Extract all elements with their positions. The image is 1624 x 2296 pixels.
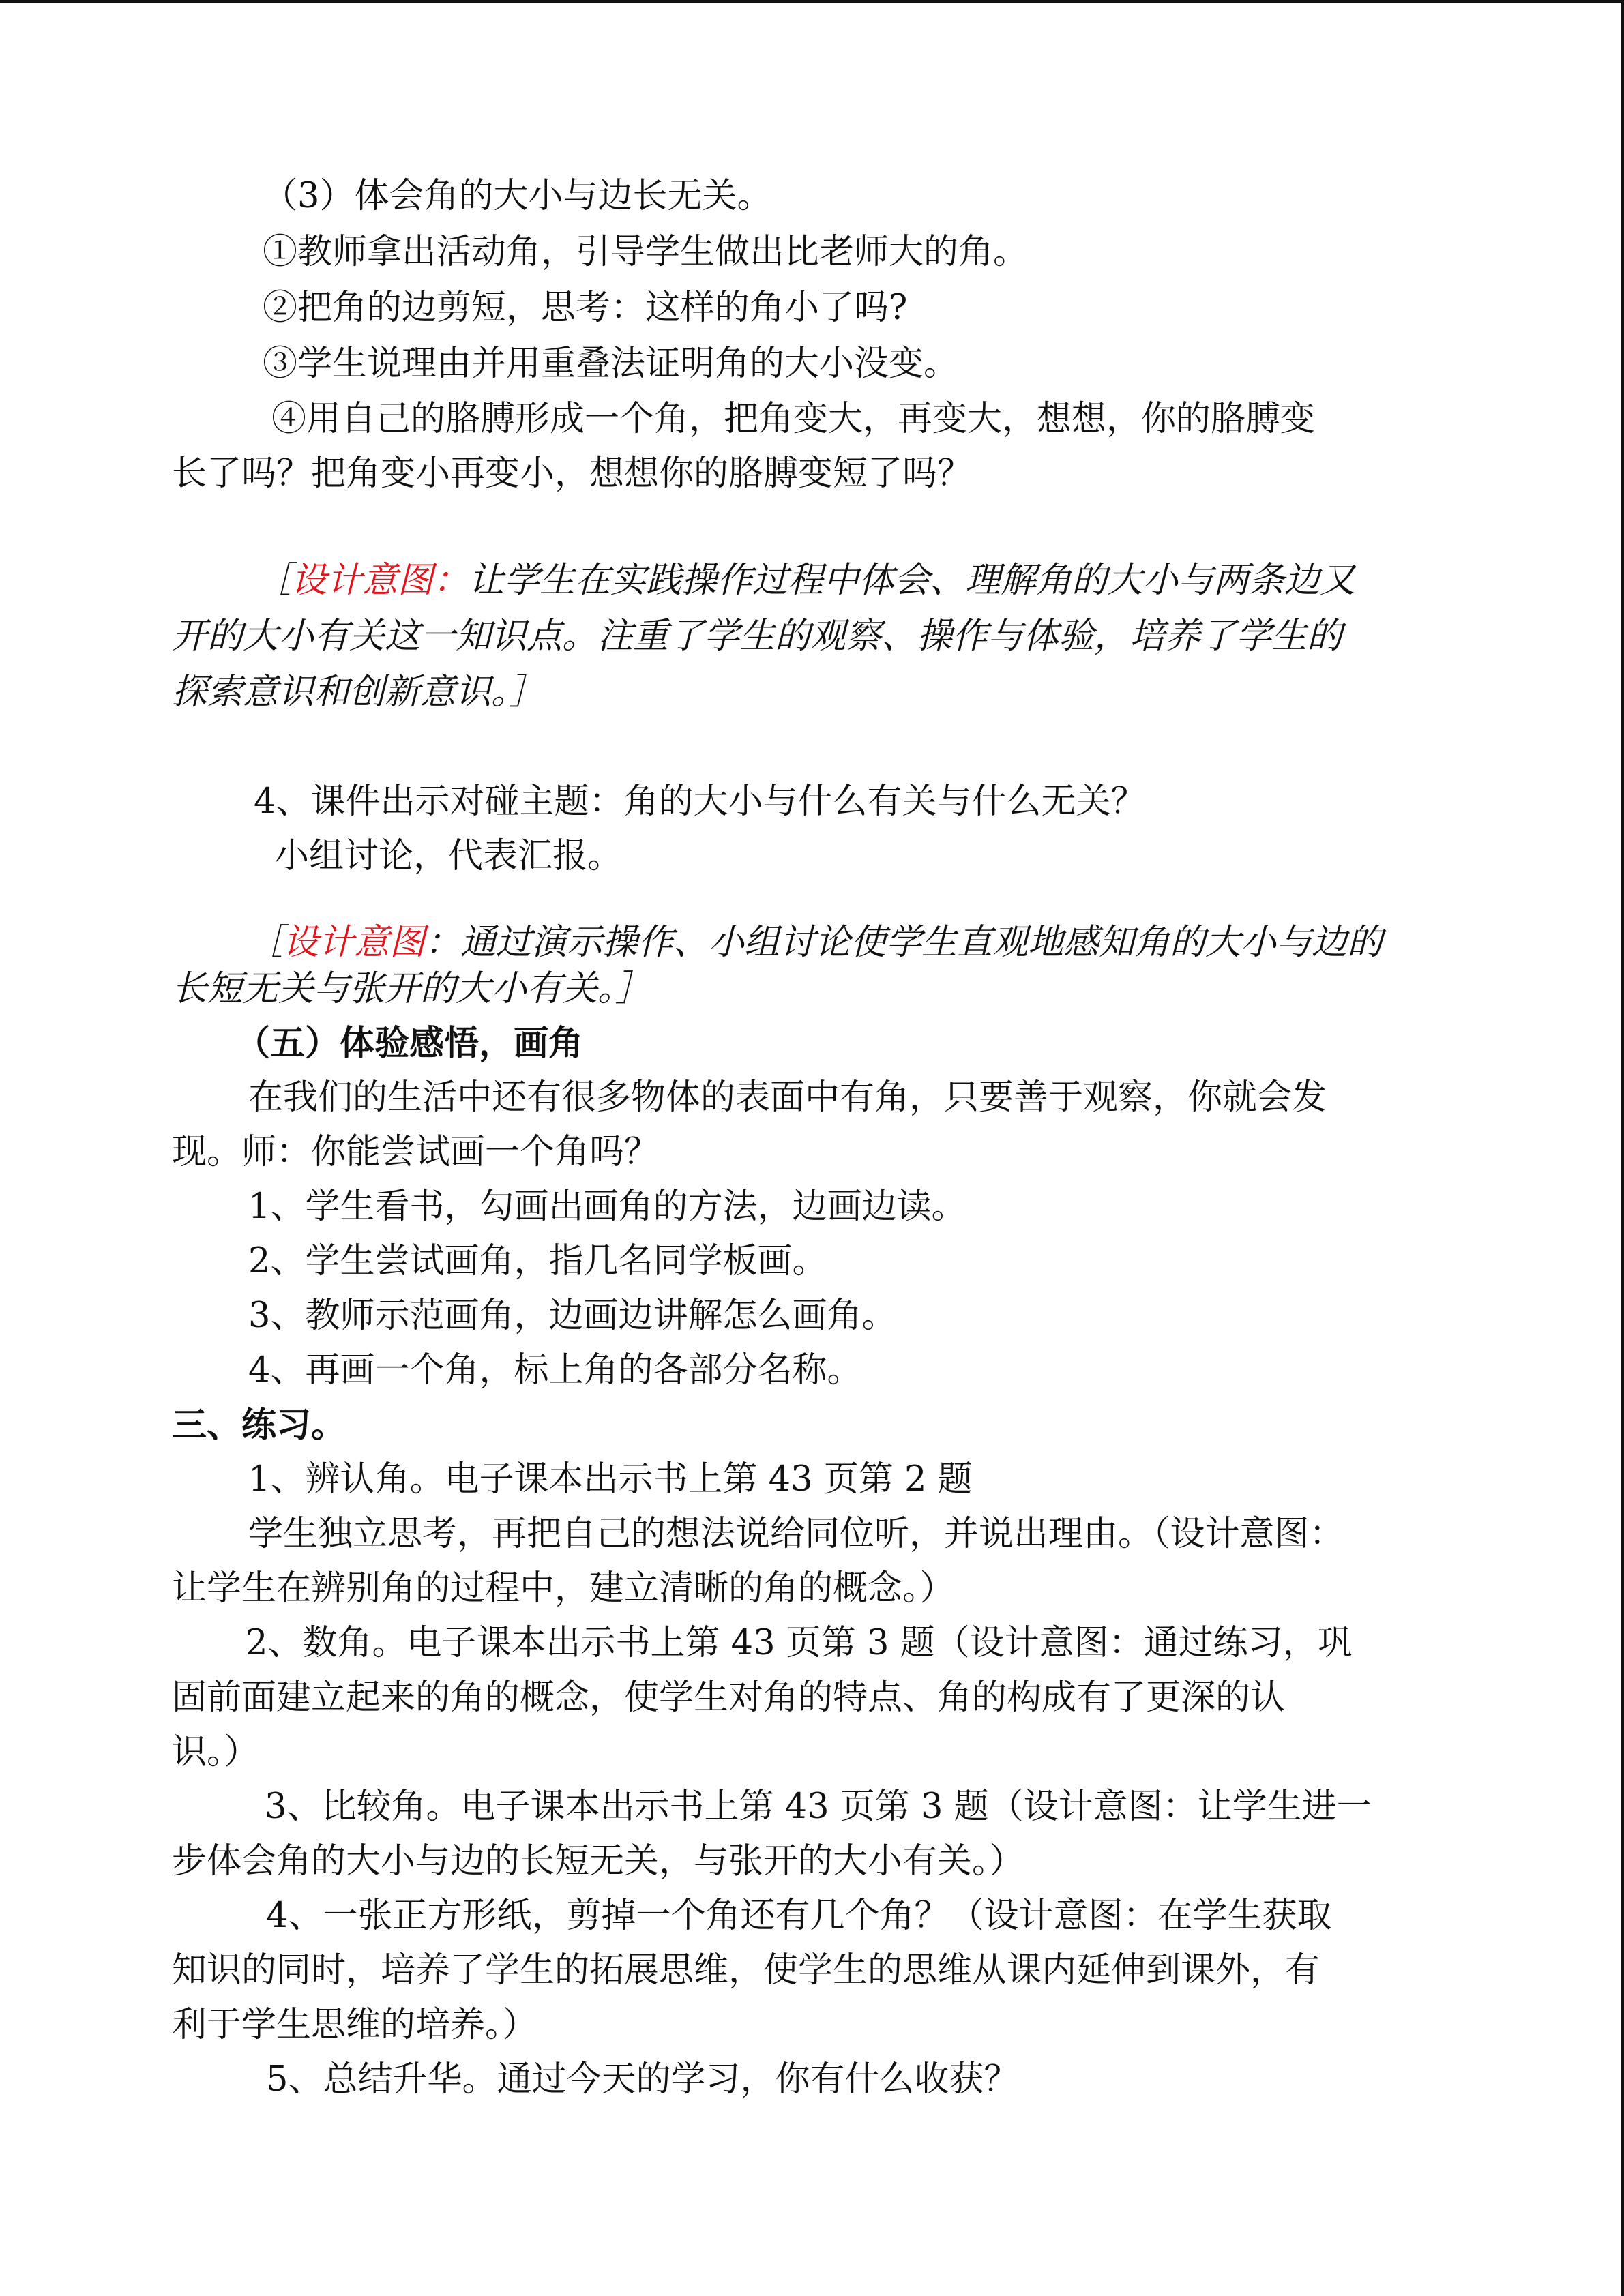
practice-item-4: 4、一张正方形纸，剪掉一个角还有几个角？（设计意图：在学生获取	[266, 1896, 1332, 1936]
design-note-2-line-2: 长短无关与张开的大小有关。］	[172, 968, 651, 1009]
practice-item-1-detail: 学生独立思考，再把自己的想法说给同位听，并说出理由。（设计意图：	[248, 1514, 1344, 1554]
note-bracket: ［	[248, 922, 284, 963]
step-3-item-4-cont: 长了吗？把角变小再变小，想想你的胳膊变短了吗？	[172, 453, 973, 494]
practice-item-4-cont: 知识的同时，培养了学生的拓展思维，使学生的思维从课内延伸到课外，有	[172, 1950, 1320, 1991]
page-border-right	[1621, 0, 1624, 2296]
practice-item-2-cont-2: 识。）	[172, 1732, 259, 1772]
step-3-item-3: ③学生说理由并用重叠法证明角的大小没变。	[263, 344, 959, 384]
page-border-top	[0, 0, 1624, 3]
practice-item-1: 1、辨认角。电子课本出示书上第 43 页第 2 题	[248, 1459, 973, 1500]
section-5-intro: 在我们的生活中还有很多物体的表面中有角，只要善于观察，你就会发	[248, 1077, 1327, 1118]
design-note-2	[248, 922, 1544, 963]
section-5-heading: （五）体验感悟，画角	[235, 1023, 584, 1064]
design-note-1-line-3: 探索意识和创新意识。］	[172, 672, 545, 713]
practice-item-2-cont: 固前面建立起来的角的概念，使学生对角的特点、角的构成有了更深的认	[172, 1678, 1286, 1718]
practice-item-2: 2、数角。电子课本出示书上第 43 页第 3 题（设计意图：通过练习，巩	[246, 1623, 1353, 1663]
step-3-item-1: ①教师拿出活动角，引导学生做出比老师大的角。	[263, 232, 1029, 272]
section-5-item-2: 2、学生尝试画角，指几名同学板画。	[248, 1241, 827, 1281]
note-text: 让学生在实践操作过程中体会、理解角的大小与两条边又	[469, 560, 1356, 601]
design-note-1-line-2: 开的大小有关这一知识点。注重了学生的观察、操作与体验，培养了学生的	[172, 616, 1343, 657]
section-5-item-1: 1、学生看书，勾画出画角的方法，边画边读。	[248, 1187, 966, 1227]
step-3-item-4: ④用自己的胳膊形成一个角，把角变大，再变大，想想，你的胳膊变	[271, 399, 1316, 439]
practice-heading: 三、练习。	[172, 1405, 346, 1446]
practice-item-3: 3、比较角。电子课本出示书上第 43 页第 3 题（设计意图：让学生进一	[265, 1787, 1372, 1827]
section-5-item-3: 3、教师示范画角，边画边讲解怎么画角。	[248, 1296, 897, 1336]
section-5-item-4: 4、再画一个角，标上角的各部分名称。	[248, 1350, 862, 1390]
design-intent-label: 设计意图	[283, 922, 426, 963]
note-text: ：通过演示操作、小组讨论使学生直观地感知角的大小与边的	[425, 922, 1383, 963]
practice-item-1-detail-cont: 让学生在辨别角的过程中，建立清晰的角的概念。）	[172, 1568, 955, 1609]
section-5-intro-cont: 现。师：你能尝试画一个角吗？	[172, 1132, 660, 1172]
note-bracket: ［	[256, 560, 292, 601]
design-intent-label: 设计意图：	[291, 560, 469, 601]
step-3-item-2: ②把角的边剪短，思考：这样的角小了吗?	[263, 288, 908, 328]
practice-item-5: 5、总结升华。通过今天的学习，你有什么收获？	[266, 2059, 1019, 2100]
design-note-1	[256, 560, 1552, 601]
practice-item-4-cont-2: 利于学生思维的培养。）	[172, 2005, 537, 2045]
step-4-heading: 4、课件出示对碰主题：角的大小与什么有关与什么无关？	[254, 781, 1146, 822]
step-3-heading: （3）体会角的大小与边长无关。	[263, 176, 772, 216]
practice-item-3-cont: 步体会角的大小与边的长短无关，与张开的大小有关。）	[172, 1841, 1024, 1881]
step-4-discussion: 小组讨论，代表汇报。	[274, 836, 623, 876]
